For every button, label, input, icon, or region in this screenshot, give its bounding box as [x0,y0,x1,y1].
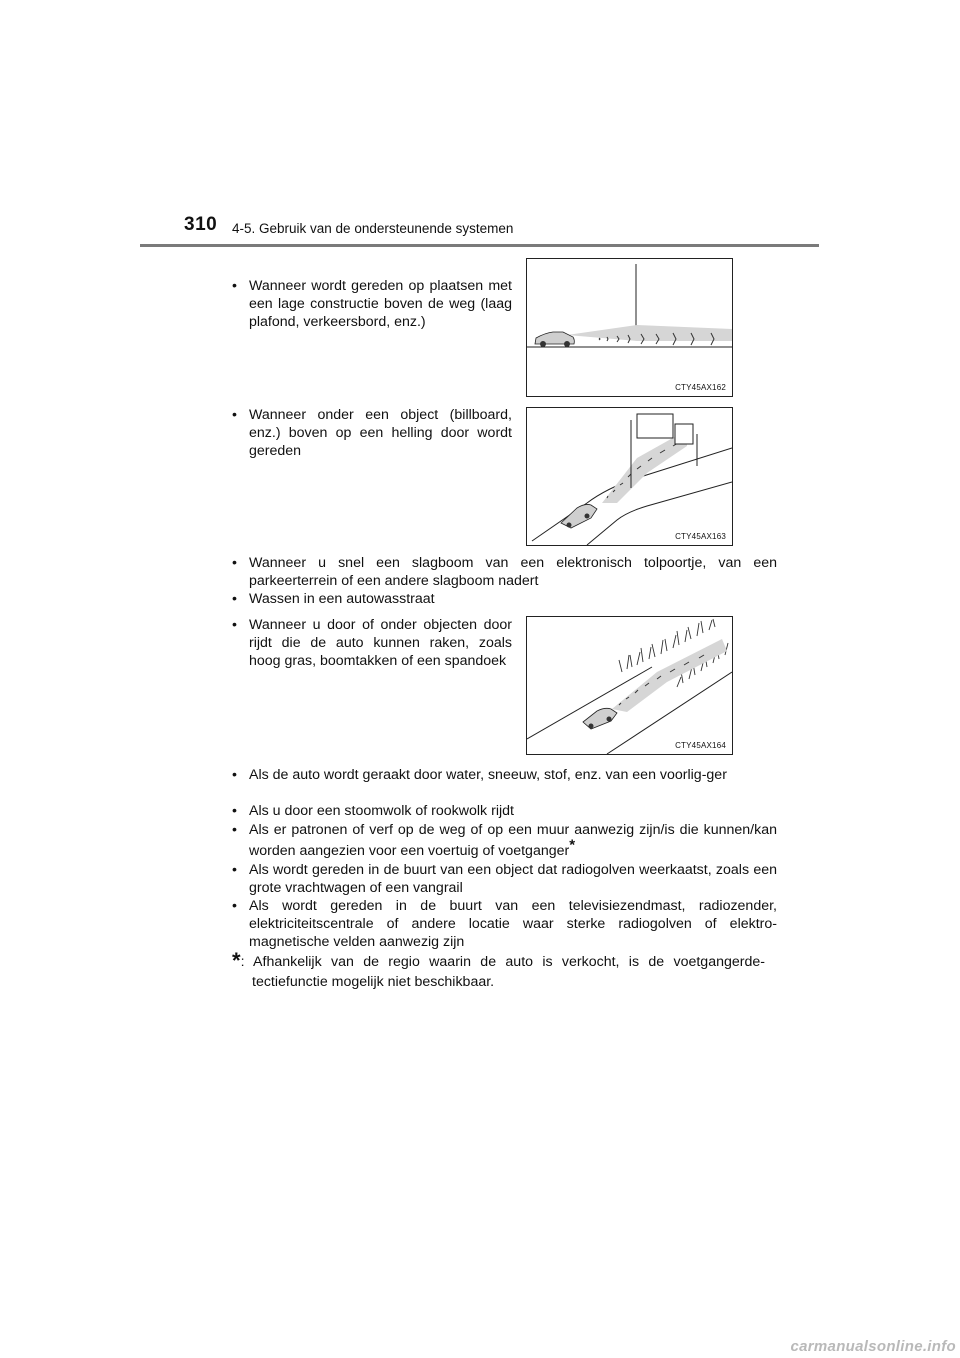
list-item-text: Wanneer u snel een slagboom van een elektronisch tolpoortje, van een parkeerterrein of een andere slagboom nadert [249,555,777,589]
list-item-text: Als er patronen of verf op de weg of op een muur aanwezig zijn/is die kunnen/kan worden aangezien voor een voertuig of voetganger [249,822,777,859]
list-item-text: Wanneer onder een object (billboard, enz.) boven op een helling door wordt gereden [249,407,512,459]
footnote [232,948,765,992]
car-icon [583,708,617,729]
bullet-marker: • [232,555,237,571]
bullet-marker: • [232,407,237,423]
list-item-text: Als de auto wordt geraakt door water, sneeuw, stof, enz. van een voorlig-ger [249,767,727,783]
list-item [232,897,777,951]
low-overhead-structure-drawing [527,259,732,396]
page-number: 310 [184,214,218,235]
tall-grass-drawing [527,617,732,754]
bullet-marker: • [232,767,237,783]
footnote-reference: * [569,836,576,854]
list-item [232,766,777,784]
list-item-text: Wassen in een autowasstraat [249,591,435,607]
illustration-billboard-on-slope [526,407,733,546]
list-item [232,554,777,590]
bullet-marker: • [232,898,237,914]
list-item [232,406,512,460]
list-item-text: Als wordt gereden in de buurt van een televisiezendmast, radiozender, elektriciteitscentrale of andere locatie waar sterke radiogolven of elektro-magnetische velden aanwezig zijn [249,898,777,950]
header-divider [140,244,819,247]
figure-code: CTY45AX162 [675,383,726,392]
illustration-low-overhead-structure [526,258,733,397]
list-item [232,616,512,670]
footnote-text: : Afhankelijk van de regio waarin de auto is verkocht, is de voetgangerde-tectiefunctie mogelijk niet beschikbaar. [240,954,765,990]
car-icon [561,504,597,528]
car-icon [535,332,574,347]
list-item-text: Wanneer wordt gereden op plaatsen met een lage constructie boven de weg (laag plafond, verkeersbord, enz.) [249,278,512,330]
list-item-text: Als u door een stoomwolk of rookwolk rijdt [249,803,514,819]
bullet-marker: • [232,617,237,633]
illustration-tall-grass [526,616,733,755]
bullet-marker: • [232,591,237,607]
list-item-text: Wanneer u door of onder objecten door rijdt die de auto kunnen raken, zoals hoog gras, boomtakken of een spandoek [249,617,512,669]
figure-code: CTY45AX163 [675,532,726,541]
list-item [232,861,777,897]
bullet-marker: • [232,803,237,819]
billboard-on-slope-drawing [527,408,732,545]
footnote-marker: * [232,948,241,973]
watermark: carmanualsonline.info [790,1338,956,1355]
bullet-marker: • [232,278,237,294]
section-title: 4-5. Gebruik van de ondersteunende systemen [232,221,514,236]
list-item [232,590,777,608]
list-item [232,802,777,820]
list-item [232,820,777,862]
figure-code: CTY45AX164 [675,741,726,750]
bullet-marker: • [232,862,237,878]
bullet-marker: • [232,822,237,838]
list-item [232,277,512,331]
list-item-text: Als wordt gereden in de buurt van een object dat radiogolven weerkaatst, zoals een grote vrachtwagen of een vangrail [249,862,777,896]
